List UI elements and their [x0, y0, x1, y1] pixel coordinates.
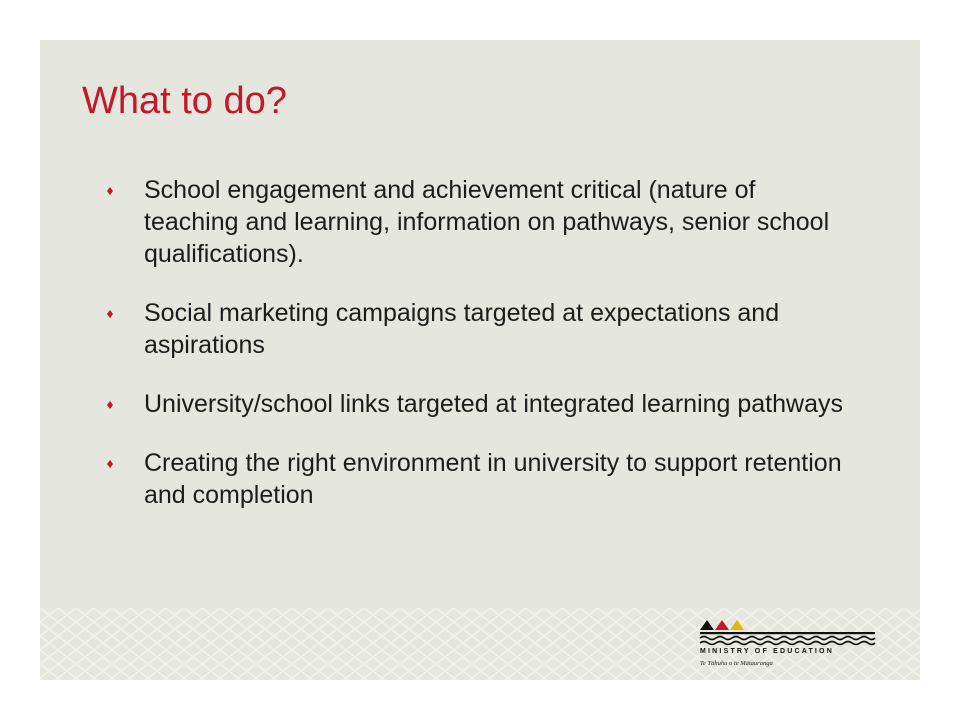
- bullet-list: [104, 174, 844, 538]
- ministry-logo: [698, 618, 898, 680]
- bullet-text: University/school links targeted at integrated learning pathways: [144, 390, 843, 418]
- bullet-item: [104, 174, 844, 270]
- diamond-bullet-icon: [106, 310, 114, 318]
- bullet-item: [104, 447, 844, 511]
- diamond-bullet-icon: [106, 187, 114, 195]
- bullet-item: [104, 388, 844, 420]
- bullet-item: [104, 297, 844, 361]
- logo-ministry-name: MINISTRY OF EDUCATION: [700, 648, 834, 655]
- slide-title: What to do?: [82, 80, 287, 122]
- diamond-bullet-icon: [106, 401, 114, 409]
- bullet-text: Creating the right environment in university to support retention and completion: [144, 449, 842, 509]
- diamond-bullet-icon: [106, 460, 114, 468]
- logo-subtitle: Te Tāhuhu o te Mātauranga: [700, 660, 773, 667]
- bullet-text: Social marketing campaigns targeted at expectations and aspirations: [144, 299, 780, 359]
- bullet-text: School engagement and achievement critical (nature of teaching and learning, information on pathways, senior school qualifications).: [144, 176, 830, 268]
- ministry-triangles-icon: [698, 618, 898, 646]
- slide: [40, 40, 920, 680]
